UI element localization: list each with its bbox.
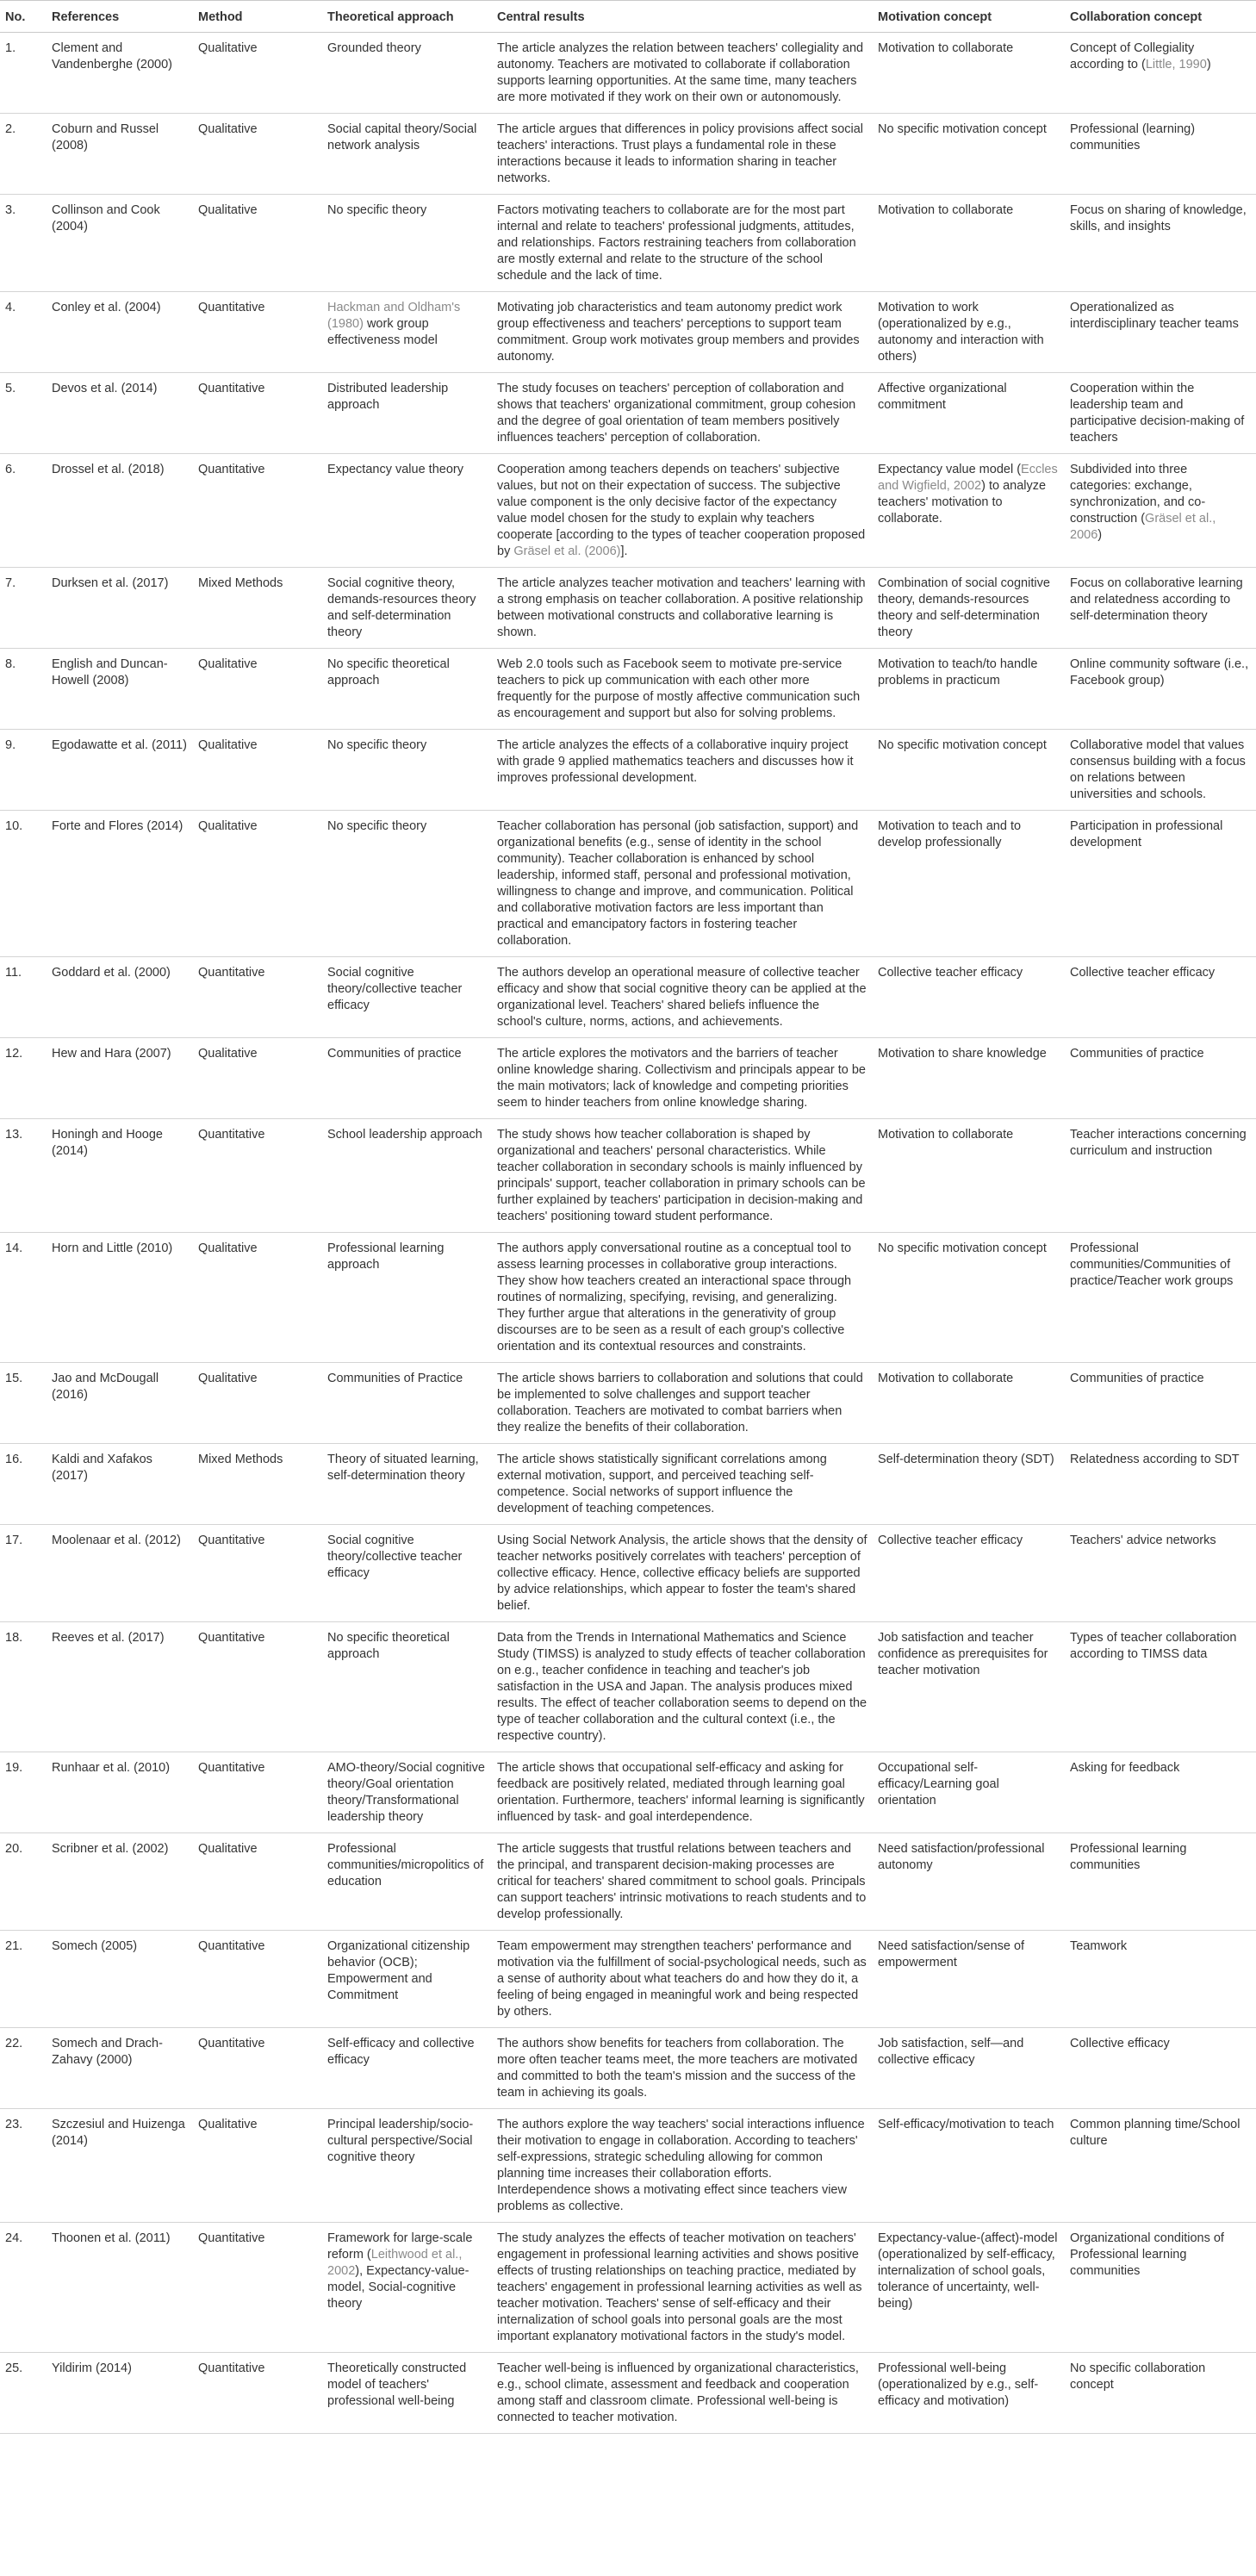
cell-collaboration-concept: Types of teacher collaboration according to TIMSS data: [1065, 1622, 1256, 1752]
cell-theoretical-approach: Professional communities/micropolitics of education: [322, 1833, 492, 1931]
table-row: [0, 1752, 1256, 1833]
cell-method: Quantitative: [193, 373, 322, 454]
cell-method: Qualitative: [193, 1038, 322, 1119]
cell-reference: Coburn and Russel (2008): [47, 114, 193, 195]
cell-central-results: The study focuses on teachers' perception of collaboration and shows that teachers' organizational commitment, group cohesion and the degree of goal orientation of team members positively influences teachers' perception of collaboration.: [492, 373, 873, 454]
cell-reference: Devos et al. (2014): [47, 373, 193, 454]
cell-collaboration-concept: Common planning time/School culture: [1065, 2109, 1256, 2223]
cell-method: Qualitative: [193, 1833, 322, 1931]
cell-reference: Scribner et al. (2002): [47, 1833, 193, 1931]
cell-central-results: Team empowerment may strengthen teachers' performance and motivation via the fulfillment of social-psychological needs, such as a sense of authority about what teachers do and how they do it, a feeling of being engaged in meaningful work and being respected by others.: [492, 1931, 873, 2028]
cell-theoretical-approach: Communities of Practice: [322, 1363, 492, 1444]
cell-central-results: The study analyzes the effects of teacher motivation on teachers' engagement in professional learning activities and shows positive effects of trusting relationships on teaching practice, mediated by teachers' engagement in professional learning activities as well as teacher motivation. Teachers' sense of self-efficacy and their internalization of school goals into personal goals are the most important explanatory motivational factors in the study's model.: [492, 2223, 873, 2353]
cell-method: Quantitative: [193, 1622, 322, 1752]
table-row: [0, 1931, 1256, 2028]
table-row: [0, 454, 1256, 568]
cell-method: Quantitative: [193, 1752, 322, 1833]
cell-method: Qualitative: [193, 195, 322, 292]
cell-collaboration-concept: Communities of practice: [1065, 1038, 1256, 1119]
cell-theoretical-approach: No specific theory: [322, 195, 492, 292]
cell-theoretical-approach: Social cognitive theory/collective teacher efficacy: [322, 957, 492, 1038]
cell-theoretical-approach: Social capital theory/Social network analysis: [322, 114, 492, 195]
cell-reference: Runhaar et al. (2010): [47, 1752, 193, 1833]
cell-theoretical-approach: Theory of situated learning, self-determination theory: [322, 1444, 492, 1525]
cell-motivation-concept: Motivation to teach and to develop professionally: [873, 811, 1065, 957]
table-row: [0, 1833, 1256, 1931]
cell-no: 1.: [0, 33, 47, 114]
cell-reference: Somech (2005): [47, 1931, 193, 2028]
cell-reference: Jao and McDougall (2016): [47, 1363, 193, 1444]
cell-theoretical-approach: Self-efficacy and collective efficacy: [322, 2028, 492, 2109]
cell-theoretical-approach: Theoretically constructed model of teachers' professional well-being: [322, 2353, 492, 2434]
cell-collaboration-concept: Collective efficacy: [1065, 2028, 1256, 2109]
cell-reference: Somech and Drach-Zahavy (2000): [47, 2028, 193, 2109]
cell-collaboration-concept: Teachers' advice networks: [1065, 1525, 1256, 1622]
table-row: [0, 292, 1256, 373]
cell-no: 15.: [0, 1363, 47, 1444]
table-row: [0, 649, 1256, 730]
cell-no: 10.: [0, 811, 47, 957]
cell-theoretical-approach: Communities of practice: [322, 1038, 492, 1119]
header-central-results: Central results: [492, 1, 873, 33]
cell-collaboration-concept: Collaborative model that values consensus building with a focus on relations between universities and schools.: [1065, 730, 1256, 811]
cell-method: Quantitative: [193, 2223, 322, 2353]
cell-central-results: Teacher collaboration has personal (job satisfaction, support) and organizational benefits (e.g., sense of identity in the school community). Teacher collaboration is enhanced by school leadership, informed staff, personal and professional motivation, willingness to change and improve, and communication. Political and collaborative motivation factors are less important than practical and emancipatory factors in fostering teacher collaboration.: [492, 811, 873, 957]
cell-motivation-concept: Collective teacher efficacy: [873, 1525, 1065, 1622]
table-row: [0, 1233, 1256, 1363]
cell-central-results: Data from the Trends in International Mathematics and Science Study (TIMSS) is analyzed to study effects of teacher collaboration on e.g., teacher confidence in teaching and teacher's job satisfaction in the USA and Japan. The analysis produces mixed results. The effect of teacher collaboration seems to depend on the type of teacher collaboration and the cultural context (i.e., the respective country).: [492, 1622, 873, 1752]
cell-theoretical-approach: Social cognitive theory/collective teacher efficacy: [322, 1525, 492, 1622]
cell-central-results: The authors apply conversational routine as a conceptual tool to assess learning processes in collaborative group interactions. They show how teachers created an interactional space through routines of normalizing, specifying, revising, and generalizing. They further argue that alterations in the generativity of group discourses are to be seen as a result of each group's collective orientation and its contextual resources and constraints.: [492, 1233, 873, 1363]
cell-method: Qualitative: [193, 1363, 322, 1444]
cell-central-results: The article explores the motivators and the barriers of teacher online knowledge sharing. Collectivism and principals appear to be the main motivators; lack of knowledge and competing priorities seem to hinder teachers from online knowledge sharing.: [492, 1038, 873, 1119]
table-row: [0, 195, 1256, 292]
cell-no: 4.: [0, 292, 47, 373]
table-row: [0, 957, 1256, 1038]
cell-theoretical-approach: No specific theoretical approach: [322, 1622, 492, 1752]
cell-no: 9.: [0, 730, 47, 811]
cell-central-results: The article analyzes the relation between teachers' collegiality and autonomy. Teachers are motivated to collaborate if collaboration supports learning opportunities. At the same time, many teachers are more motivated if they work on their own or autonomously.: [492, 33, 873, 114]
header-theoretical-approach: Theoretical approach: [322, 1, 492, 33]
cell-method: Quantitative: [193, 1931, 322, 2028]
cell-central-results: Factors motivating teachers to collaborate are for the most part internal and relate to teachers' professional judgments, attitudes, and relationships. Factors restraining teachers from collaboration are mostly external and relate to the structure of the school schedule and the lack of time.: [492, 195, 873, 292]
cell-no: 21.: [0, 1931, 47, 2028]
cell-no: 22.: [0, 2028, 47, 2109]
citation-link[interactable]: Hackman and Oldham's (1980): [327, 301, 461, 331]
cell-central-results: The article shows barriers to collaboration and solutions that could be implemented to solve challenges and support teacher collaboration. Teachers are motivated to combat barriers when they realize the benefits of their collaboration.: [492, 1363, 873, 1444]
cell-central-results: The article suggests that trustful relations between teachers and the principal, and transparent decision-making processes are critical for teachers' shared commitment to school goals. Principals can support teachers' intrinsic motivations to reach students and to develop professionally.: [492, 1833, 873, 1931]
header-no: No.: [0, 1, 47, 33]
cell-motivation-concept: Self-efficacy/motivation to teach: [873, 2109, 1065, 2223]
cell-reference: Yildirim (2014): [47, 2353, 193, 2434]
cell-collaboration-concept: Subdivided into three categories: exchange, synchronization, and co-construction (Gräsel et al., 2006): [1065, 454, 1256, 568]
cell-central-results: Motivating job characteristics and team autonomy predict work group effectiveness and teachers' perceptions to support team commitment. Group work motivates group members and provides autonomy.: [492, 292, 873, 373]
cell-collaboration-concept: Concept of Collegiality according to (Little, 1990): [1065, 33, 1256, 114]
cell-method: Quantitative: [193, 2353, 322, 2434]
cell-method: Qualitative: [193, 811, 322, 957]
cell-collaboration-concept: Cooperation within the leadership team and participative decision-making of teachers: [1065, 373, 1256, 454]
table-row: [0, 2223, 1256, 2353]
cell-motivation-concept: Occupational self-efficacy/Learning goal orientation: [873, 1752, 1065, 1833]
cell-no: 7.: [0, 568, 47, 649]
cell-method: Quantitative: [193, 1525, 322, 1622]
cell-motivation-concept: No specific motivation concept: [873, 114, 1065, 195]
cell-reference: Conley et al. (2004): [47, 292, 193, 373]
cell-theoretical-approach: Principal leadership/socio-cultural perspective/Social cognitive theory: [322, 2109, 492, 2223]
cell-method: Qualitative: [193, 2109, 322, 2223]
cell-motivation-concept: Professional well-being (operationalized by e.g., self-efficacy and motivation): [873, 2353, 1065, 2434]
cell-collaboration-concept: Relatedness according to SDT: [1065, 1444, 1256, 1525]
table-row: [0, 568, 1256, 649]
table-row: [0, 2109, 1256, 2223]
cell-reference: Drossel et al. (2018): [47, 454, 193, 568]
cell-method: Quantitative: [193, 454, 322, 568]
cell-motivation-concept: Job satisfaction and teacher confidence as prerequisites for teacher motivation: [873, 1622, 1065, 1752]
citation-link[interactable]: Leithwood et al., 2002: [327, 2248, 463, 2278]
cell-reference: Szczesiul and Huizenga (2014): [47, 2109, 193, 2223]
cell-method: Qualitative: [193, 730, 322, 811]
cell-collaboration-concept: Professional (learning) communities: [1065, 114, 1256, 195]
cell-reference: Thoonen et al. (2011): [47, 2223, 193, 2353]
cell-motivation-concept: Need satisfaction/sense of empowerment: [873, 1931, 1065, 2028]
cell-theoretical-approach: Grounded theory: [322, 33, 492, 114]
cell-motivation-concept: Expectancy-value-(affect)-model (operationalized by self-efficacy, internalization of school goals, tolerance of uncertainty, well-being): [873, 2223, 1065, 2353]
cell-reference: Collinson and Cook (2004): [47, 195, 193, 292]
cell-motivation-concept: Collective teacher efficacy: [873, 957, 1065, 1038]
cell-no: 24.: [0, 2223, 47, 2353]
cell-collaboration-concept: Operationalized as interdisciplinary teacher teams: [1065, 292, 1256, 373]
cell-reference: Moolenaar et al. (2012): [47, 1525, 193, 1622]
table-row: [0, 33, 1256, 114]
cell-central-results: The authors show benefits for teachers from collaboration. The more often teacher teams meet, the more teachers are motivated and committed to both the team's mission and the success of the team in achieving its goals.: [492, 2028, 873, 2109]
cell-method: Qualitative: [193, 33, 322, 114]
cell-central-results: The article analyzes teacher motivation and teachers' learning with a strong emphasis on teacher collaboration. A positive relationship between motivational constructs and collaborative learning is shown.: [492, 568, 873, 649]
cell-collaboration-concept: Professional communities/Communities of practice/Teacher work groups: [1065, 1233, 1256, 1363]
cell-theoretical-approach: Organizational citizenship behavior (OCB); Empowerment and Commitment: [322, 1931, 492, 2028]
cell-reference: Horn and Little (2010): [47, 1233, 193, 1363]
cell-no: 6.: [0, 454, 47, 568]
cell-motivation-concept: Motivation to collaborate: [873, 1363, 1065, 1444]
cell-no: 5.: [0, 373, 47, 454]
cell-theoretical-approach: No specific theory: [322, 730, 492, 811]
cell-method: Mixed Methods: [193, 1444, 322, 1525]
cell-method: Mixed Methods: [193, 568, 322, 649]
cell-collaboration-concept: Professional learning communities: [1065, 1833, 1256, 1931]
table-row: [0, 1119, 1256, 1233]
cell-motivation-concept: Motivation to teach/to handle problems in practicum: [873, 649, 1065, 730]
cell-motivation-concept: Combination of social cognitive theory, demands-resources theory and self-determination theory: [873, 568, 1065, 649]
cell-no: 11.: [0, 957, 47, 1038]
cell-motivation-concept: Affective organizational commitment: [873, 373, 1065, 454]
cell-collaboration-concept: Participation in professional development: [1065, 811, 1256, 957]
cell-collaboration-concept: Communities of practice: [1065, 1363, 1256, 1444]
table-row: [0, 1038, 1256, 1119]
citation-link[interactable]: Gräsel et al. (2006): [513, 544, 621, 558]
table-row: [0, 1444, 1256, 1525]
cell-collaboration-concept: Organizational conditions of Professional learning communities: [1065, 2223, 1256, 2353]
cell-no: 18.: [0, 1622, 47, 1752]
cell-theoretical-approach: School leadership approach: [322, 1119, 492, 1233]
cell-no: 23.: [0, 2109, 47, 2223]
table-row: [0, 1363, 1256, 1444]
cell-collaboration-concept: Teamwork: [1065, 1931, 1256, 2028]
table-row: [0, 2353, 1256, 2434]
table-row: [0, 811, 1256, 957]
cell-no: 14.: [0, 1233, 47, 1363]
cell-motivation-concept: Need satisfaction/professional autonomy: [873, 1833, 1065, 1931]
cell-central-results: The article shows statistically significant correlations among external motivation, support, and perceived teaching self-competence. Social networks of support influence the development of teaching competences.: [492, 1444, 873, 1525]
cell-collaboration-concept: Online community software (i.e., Facebook group): [1065, 649, 1256, 730]
cell-reference: Hew and Hara (2007): [47, 1038, 193, 1119]
cell-collaboration-concept: Focus on sharing of knowledge, skills, and insights: [1065, 195, 1256, 292]
table-row: [0, 1525, 1256, 1622]
cell-no: 16.: [0, 1444, 47, 1525]
cell-collaboration-concept: Asking for feedback: [1065, 1752, 1256, 1833]
header-motivation-concept: Motivation concept: [873, 1, 1065, 33]
cell-theoretical-approach: Hackman and Oldham's (1980) work group effectiveness model: [322, 292, 492, 373]
cell-central-results: Teacher well-being is influenced by organizational characteristics, e.g., school climate, assessment and feedback and cooperation among staff and classroom climate. Professional well-being is connected to teacher motivation.: [492, 2353, 873, 2434]
cell-collaboration-concept: Collective teacher efficacy: [1065, 957, 1256, 1038]
cell-reference: Honingh and Hooge (2014): [47, 1119, 193, 1233]
cell-no: 19.: [0, 1752, 47, 1833]
cell-no: 8.: [0, 649, 47, 730]
table-row: [0, 2028, 1256, 2109]
cell-collaboration-concept: Teacher interactions concerning curriculum and instruction: [1065, 1119, 1256, 1233]
cell-no: 25.: [0, 2353, 47, 2434]
cell-theoretical-approach: Professional learning approach: [322, 1233, 492, 1363]
cell-central-results: The authors develop an operational measure of collective teacher efficacy and show that social cognitive theory can be applied at the organizational level. Teachers' shared beliefs influence the school's culture, norms, actions, and achievements.: [492, 957, 873, 1038]
cell-collaboration-concept: No specific collaboration concept: [1065, 2353, 1256, 2434]
cell-reference: Reeves et al. (2017): [47, 1622, 193, 1752]
cell-theoretical-approach: Social cognitive theory, demands-resources theory and self-determination theory: [322, 568, 492, 649]
citation-link[interactable]: Eccles and Wigfield, 2002: [878, 463, 1058, 493]
table-row: [0, 373, 1256, 454]
cell-central-results: The article shows that occupational self-efficacy and asking for feedback are positively related, mediated through learning goal orientation. Furthermore, teachers' informal learning is significantly influenced by task- and goal interdependence.: [492, 1752, 873, 1833]
cell-reference: Kaldi and Xafakos (2017): [47, 1444, 193, 1525]
cell-theoretical-approach: No specific theoretical approach: [322, 649, 492, 730]
cell-central-results: The article analyzes the effects of a collaborative inquiry project with grade 9 applied mathematics teachers and discusses how it improves professional development.: [492, 730, 873, 811]
cell-reference: Forte and Flores (2014): [47, 811, 193, 957]
cell-reference: English and Duncan-Howell (2008): [47, 649, 193, 730]
cell-reference: Durksen et al. (2017): [47, 568, 193, 649]
cell-reference: Goddard et al. (2000): [47, 957, 193, 1038]
cell-central-results: The study shows how teacher collaboration is shaped by organizational and teachers' personal characteristics. While teacher collaboration in secondary schools is mainly influenced by principals' support, teacher collaboration in primary schools can be further explained by teachers' participation in decision-making and teachers' positioning toward student performance.: [492, 1119, 873, 1233]
cell-theoretical-approach: No specific theory: [322, 811, 492, 957]
table-row: [0, 730, 1256, 811]
cell-motivation-concept: No specific motivation concept: [873, 1233, 1065, 1363]
cell-method: Quantitative: [193, 292, 322, 373]
cell-motivation-concept: Motivation to share knowledge: [873, 1038, 1065, 1119]
cell-central-results: Web 2.0 tools such as Facebook seem to motivate pre-service teachers to pick up communication with each other more frequently for the purpose of mostly affective communication such as encouragement and support but also for solving problems.: [492, 649, 873, 730]
cell-motivation-concept: Expectancy value model (Eccles and Wigfield, 2002) to analyze teachers' motivation to collaborate.: [873, 454, 1065, 568]
cell-method: Qualitative: [193, 1233, 322, 1363]
cell-no: 2.: [0, 114, 47, 195]
cell-motivation-concept: Motivation to collaborate: [873, 33, 1065, 114]
header-references: References: [47, 1, 193, 33]
cell-motivation-concept: No specific motivation concept: [873, 730, 1065, 811]
cell-motivation-concept: Motivation to collaborate: [873, 195, 1065, 292]
cell-method: Quantitative: [193, 1119, 322, 1233]
cell-motivation-concept: Motivation to work (operationalized by e.g., autonomy and interaction with others): [873, 292, 1065, 373]
cell-reference: Egodawatte et al. (2011): [47, 730, 193, 811]
header-collaboration-concept: Collaboration concept: [1065, 1, 1256, 33]
cell-no: 13.: [0, 1119, 47, 1233]
cell-no: 3.: [0, 195, 47, 292]
citation-link[interactable]: Gräsel et al., 2006: [1070, 512, 1216, 542]
cell-central-results: Cooperation among teachers depends on teachers' subjective values, but not on their expectation of success. The subjective value component is the only decisive factor of the expectancy value model chosen for the study to explain why teachers cooperate [according to the types of teacher cooperation proposed by Gräsel et al. (2006)].: [492, 454, 873, 568]
cell-theoretical-approach: Framework for large-scale reform (Leithwood et al., 2002), Expectancy-value-model, Social-cognitive theory: [322, 2223, 492, 2353]
cell-no: 20.: [0, 1833, 47, 1931]
cell-method: Quantitative: [193, 2028, 322, 2109]
table-body: [0, 33, 1256, 2434]
cell-reference: Clement and Vandenberghe (2000): [47, 33, 193, 114]
cell-motivation-concept: Job satisfaction, self—and collective efficacy: [873, 2028, 1065, 2109]
cell-theoretical-approach: Distributed leadership approach: [322, 373, 492, 454]
cell-method: Quantitative: [193, 957, 322, 1038]
table-row: [0, 1622, 1256, 1752]
cell-collaboration-concept: Focus on collaborative learning and relatedness according to self-determination theory: [1065, 568, 1256, 649]
header-row: [0, 1, 1256, 33]
cell-central-results: Using Social Network Analysis, the article shows that the density of teacher networks positively correlates with teachers' perception of collective efficacy. Hence, collective efficacy beliefs are supported by advice relationships, which appear to foster the team's shared belief.: [492, 1525, 873, 1622]
cell-theoretical-approach: Expectancy value theory: [322, 454, 492, 568]
cell-method: Qualitative: [193, 649, 322, 730]
cell-motivation-concept: Self-determination theory (SDT): [873, 1444, 1065, 1525]
header-method: Method: [193, 1, 322, 33]
cell-central-results: The authors explore the way teachers' social interactions influence their motivation to engage in collaboration. According to teachers' self-expressions, strategic scheduling allowing for common planning time increases their collaboration efforts. Interdependence shows a motivating effect since teachers view problems as collective.: [492, 2109, 873, 2223]
cell-no: 17.: [0, 1525, 47, 1622]
cell-theoretical-approach: AMO-theory/Social cognitive theory/Goal orientation theory/Transformational leadership theory: [322, 1752, 492, 1833]
citation-link[interactable]: Little, 1990: [1145, 58, 1207, 72]
cell-central-results: The article argues that differences in policy provisions affect social teachers' interactions. Trust plays a fundamental role in these interactions because it leads to information sharing in teacher networks.: [492, 114, 873, 195]
cell-motivation-concept: Motivation to collaborate: [873, 1119, 1065, 1233]
table-row: [0, 114, 1256, 195]
cell-no: 12.: [0, 1038, 47, 1119]
cell-method: Qualitative: [193, 114, 322, 195]
